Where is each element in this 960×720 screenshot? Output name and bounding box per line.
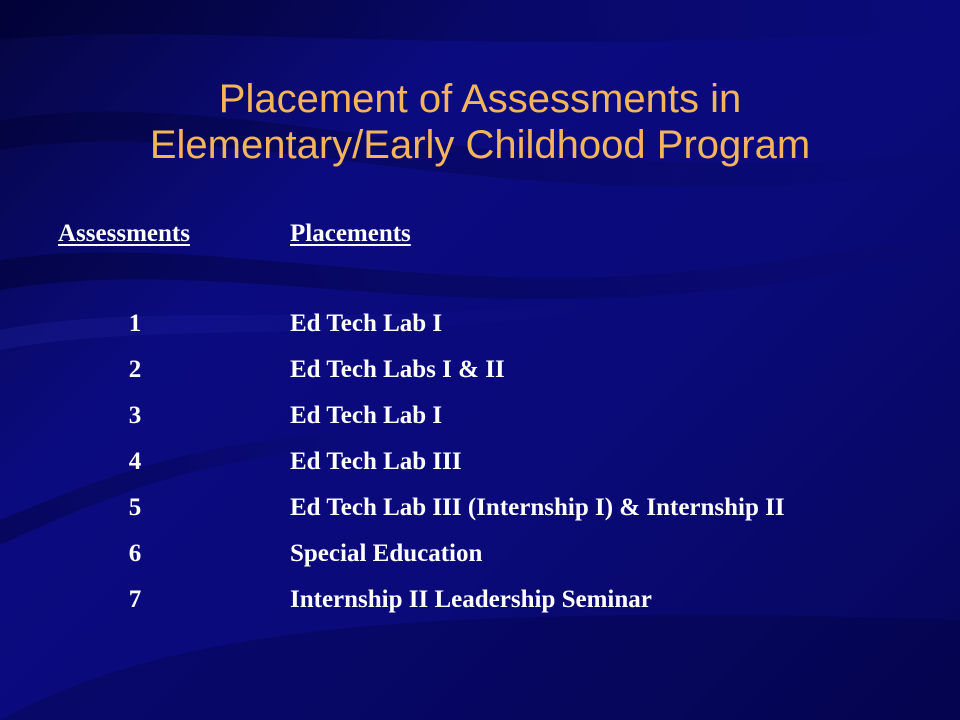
list-item [0,494,960,540]
placement-text: Internship II Leadership Seminar [290,586,652,613]
assessment-number: 2 [128,356,142,383]
assessment-number: 7 [128,586,142,613]
placement-text: Ed Tech Lab I [290,310,443,337]
placement-text: Ed Tech Lab III (Internship I) & Internship II [290,494,785,521]
list-item [0,356,960,402]
assessment-number: 5 [128,494,142,521]
placement-text: Ed Tech Labs I & II [290,356,505,383]
list-item [0,586,960,632]
list-item [0,310,960,356]
assessment-number: 4 [128,448,142,475]
placement-text: Ed Tech Lab I [290,402,443,429]
placement-text: Special Education [290,540,483,567]
assessment-number: 1 [128,310,142,337]
list-item [0,448,960,494]
placement-text: Ed Tech Lab III [290,448,462,475]
list-item [0,402,960,448]
slide-title [0,76,960,168]
title-line-2: Elementary/Early Childhood Program [149,123,811,167]
assessment-list [0,310,960,632]
assessment-number: 3 [128,402,142,429]
assessment-number: 6 [128,540,142,567]
title-line-1: Placement of Assessments in [218,77,742,121]
assessments-header: Assessments [58,220,190,247]
list-item [0,540,960,586]
placements-header: Placements [290,220,411,247]
